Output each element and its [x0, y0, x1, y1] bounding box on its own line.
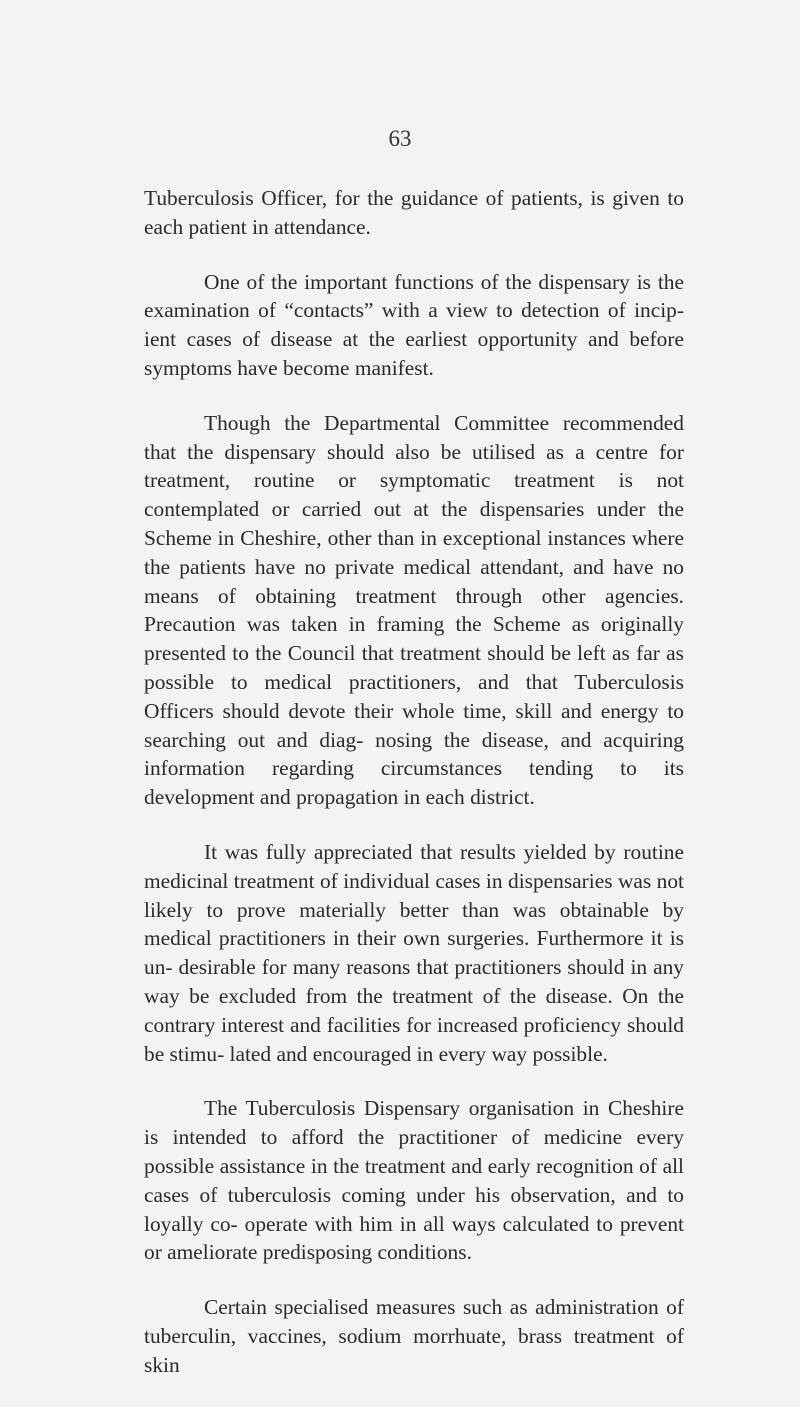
- page-number: 63: [388, 126, 412, 151]
- paragraph-routine-treatment: It was fully appreciated that results yielded by routine medicinal treatment of individual cases in dispensaries was not likely to prove materially better than was obtainable by medical practitioners in their own surgeries. Furthermore it is un- desirable for many reasons that practitioners should in any way be excluded from the treatment of the disease. On the contrary interest and facilities for increased proficiency should be stimu- lated and encouraged in every way possible.: [144, 839, 684, 1066]
- paragraph-dispensary-organisation: The Tuberculosis Dispensary organisation in Cheshire is intended to afford the practitioner of medicine every possible assistance in the treatment and early recognition of all cases of tuberculosis coming under his observation, and to loyally co- operate with him in all ways calculated to prevent or ameliorate predisposing conditions.: [144, 1096, 684, 1265]
- paragraph-contacts: One of the important functions of the dispensary is the examination of “contacts” with a view to detection of incip- ient cases of disease at the earliest opportunity and before symptoms have become manifest.: [144, 269, 684, 380]
- paragraph-specialised-measures: Certain specialised measures such as administration of tuberculin, vaccines, sodium morrhuate, brass treatment of skin: [144, 1295, 684, 1377]
- body-text: [144, 184, 684, 1405]
- paragraph-departmental-committee: Though the Departmental Committee recommended that the dispensary should also be utilised as a centre for treatment, routine or symptomatic treatment is not contemplated or carried out at the dispensaries under the Scheme in Cheshire, other than in exceptional instances where the patients have no private medical attendant, and have no means of obtaining treatment through other agencies. Precaution was taken in framing the Scheme as originally presented to the Council that treatment should be left as far as possible to medical practitioners, and that Tuberculosis Officers should devote their whole time, skill and energy to searching out and diag- nosing the disease, and acquiring information regarding circumstances tending to its development and propagation in each district.: [144, 410, 684, 810]
- paragraph-continuation: Tuberculosis Officer, for the guidance of patients, is given to each patient in attendance.: [144, 186, 684, 239]
